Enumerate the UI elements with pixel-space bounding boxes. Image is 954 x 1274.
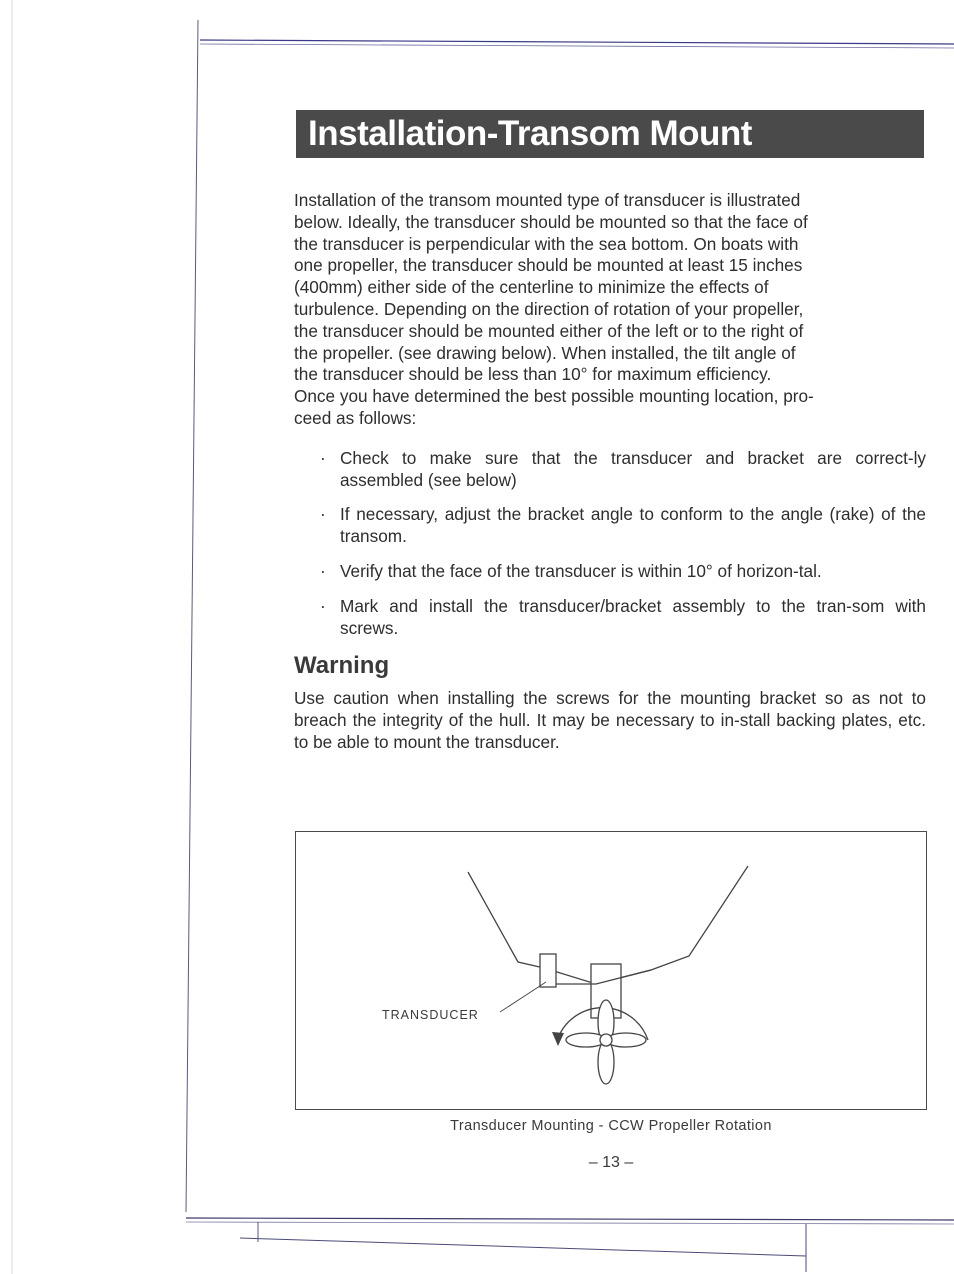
steps-list xyxy=(294,448,926,640)
intro-line: one propeller, the transducer should be mounted at least 15 inches xyxy=(294,255,803,276)
bullet-icon: · xyxy=(320,504,326,525)
step-text: Verify that the face of the transducer is within 10° of horizon-tal. xyxy=(340,560,822,581)
intro-line: Once you have determined the best possible mounting location, pro- xyxy=(294,386,814,407)
label-leader-line xyxy=(500,982,546,1012)
propeller-hub xyxy=(600,1034,612,1046)
list-item xyxy=(294,561,926,583)
page-title: Installation-Transom Mount xyxy=(308,114,752,153)
warning-heading: Warning xyxy=(294,652,390,680)
intro-line: the transducer is perpendicular with the sea bottom. On boats with xyxy=(294,233,799,254)
rotation-arrow-icon xyxy=(552,1032,564,1046)
figure-caption: Transducer Mounting - CCW Propeller Rotation xyxy=(450,1118,772,1134)
intro-line: ceed as follows: xyxy=(294,407,417,428)
transducer-label: TRANSDUCER xyxy=(382,1008,479,1022)
intro-line: the transducer should be mounted either of the left or to the right of xyxy=(294,320,804,341)
bullet-icon: · xyxy=(320,595,326,616)
intro-line: turbulence. Depending on the direction of rotation of your propeller, xyxy=(294,298,804,319)
intro-paragraph xyxy=(294,190,926,430)
step-text: Check to make sure that the transducer and bracket are correct-ly assembled (see below) xyxy=(340,447,926,490)
intro-line: the transducer should be less than 10° for maximum efficiency. xyxy=(294,364,772,385)
warning-text: Use caution when installing the screws for the mounting bracket so as not to breach the integrity of the hull. It may be necessary to in-stall backing plates, etc. to be able to mount the transducer. xyxy=(294,688,926,752)
transducer-mounting-figure xyxy=(295,831,927,1110)
step-text: Mark and install the transducer/bracket assembly to the tran-som with screws. xyxy=(340,595,926,638)
transducer-shape xyxy=(540,954,556,987)
main-content xyxy=(294,190,926,754)
list-item xyxy=(294,596,926,640)
intro-line: Installation of the transom mounted type of transducer is illustrated xyxy=(294,190,801,210)
step-text: If necessary, adjust the bracket angle to conform to the angle (rake) of the transom. xyxy=(340,504,926,547)
intro-line: the propeller. (see drawing below). When installed, the tilt angle of xyxy=(294,342,796,363)
list-item xyxy=(294,504,926,548)
intro-line: below. Ideally, the transducer should be mounted so that the face of xyxy=(294,211,808,232)
title-banner xyxy=(296,110,924,158)
intro-line: (400mm) either side of the centerline to minimize the effects of xyxy=(294,277,769,298)
list-item xyxy=(294,448,926,492)
bullet-icon: · xyxy=(320,447,326,468)
bullet-icon: · xyxy=(320,560,326,581)
hull-diagram xyxy=(296,832,928,1111)
page-number: – 13 – xyxy=(588,1154,634,1171)
